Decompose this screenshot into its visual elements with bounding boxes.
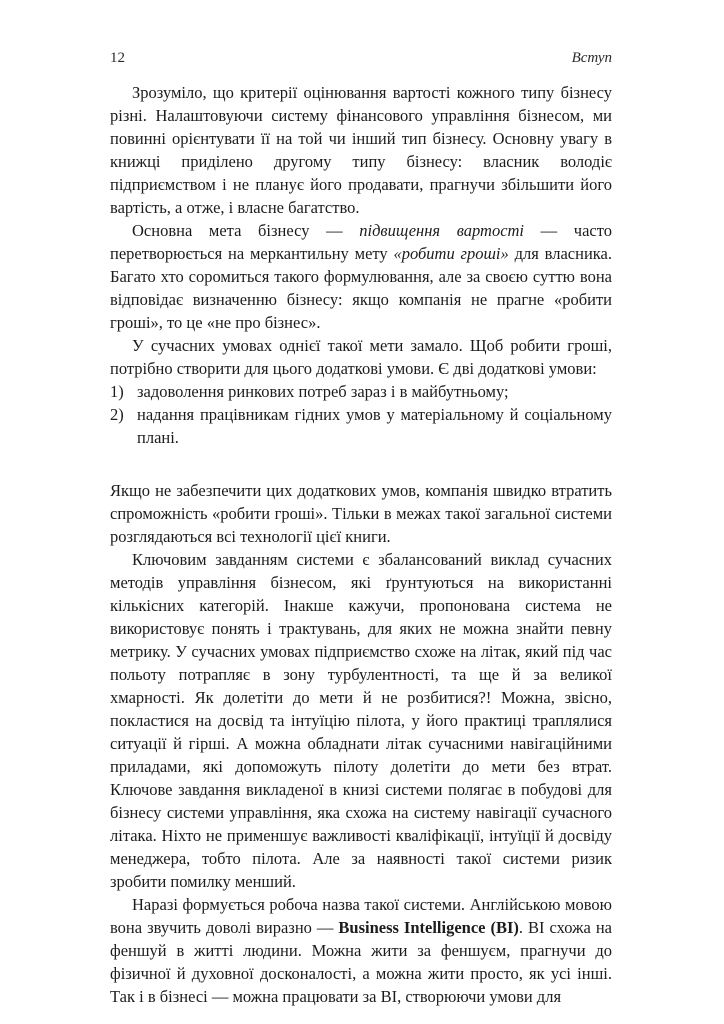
text-run: Наразі формується робоча назва такої системи. Англійською мовою вона звучить доволі виразно —: [110, 895, 612, 937]
text-run: Якщо не забезпечити цих додаткових умов, компанія швидко втратить спроможність «робити гроші». Тільки в межах такої загальної системи розглядаються всі технології цієї книги.: [110, 481, 612, 546]
text-run: — часто перетворюється на меркантильну мету: [110, 221, 612, 263]
paragraph: [110, 81, 612, 219]
paragraph: [110, 548, 612, 893]
list-marker: 1): [110, 382, 124, 401]
text-run: Business Intelligence (BI): [338, 918, 519, 937]
text-run: для власника. Багато хто соромиться такого формулювання, але за своєю суттю вона відповідає визначенню бізнесу: якщо компанія не прагне «робити гроші», то це «не про бізнес».: [110, 244, 612, 332]
text-run: надання працівникам гідних умов у матеріальному й соціальному плані.: [137, 405, 612, 447]
text-run: Зрозуміло, що критерії оцінювання вартості кожного типу бізнесу різні. Налаштовуючи систему фінансового управління бізнесом, ми повинні орієнтувати її на той чи інший тип бізнесу. Основну увагу в книжці приділено другому типу бізнесу: власник володіє підприємством і не планує його продавати, прагнучи збільшити його вартість, а отже, і власне багатство.: [110, 83, 612, 217]
text-run: У сучасних умовах однієї такої мети замало. Щоб робити гроші, потрібно створити для цього додаткові умови. Є дві додаткові умови:: [110, 336, 612, 378]
paragraph: [110, 893, 612, 1008]
paragraph: [110, 219, 612, 334]
text-run: Основна мета бізнесу —: [132, 221, 360, 240]
page-header: [110, 50, 612, 67]
list-marker: 2): [110, 405, 124, 424]
text-run: . BI схожа на феншуй в житті людини. Можна жити за феншуєм, прагнучи до фізичної й духовної досконалості, а можна жити просто, як усі інші. Так і в бізнесі — можна працювати за BI, створюючи умови для: [110, 918, 612, 1006]
page-body: [110, 81, 612, 1008]
chapter-title: Вступ: [571, 50, 612, 66]
list-item: [110, 380, 612, 403]
paragraph: [110, 479, 612, 548]
list-item: [110, 403, 612, 449]
text-run: підвищення вартості: [359, 221, 525, 240]
page-number: 12: [110, 50, 125, 66]
text-run: Ключовим завданням системи є збалансований виклад сучасних методів управління бізнесом, які ґрунтуються на використанні кількісних категорій. Інакше кажучи, пропонована система не використовує понять і трактувань, для яких не можна знайти певну метрику. У сучасних умовах підприємство схоже на літак, який під час польоту потрапляє в зону турбулентності, та ще й за великої хмарності. Як долетіти до мети й не розбитися?! Можна, звісно, покластися на досвід та інтуїцію пілота, у його практиці траплялися ситуації й гірші. А можна обладнати літак сучасними навігаційними приладами, які допоможуть пілоту долетіти до мети без втрат. Ключове завдання викладеної в книзі системи полягає в побудові для бізнесу системи управління, яка схожа на систему навігації сучасного літака. Ніхто не применшує важливості кваліфікації, інтуїції й досвіду менеджера, тобто пілота. Але за наявності такої системи ризик зробити помилку менший.: [110, 550, 612, 891]
paragraph: [110, 334, 612, 380]
text-run: задоволення ринкових потреб зараз і в майбутньому;: [137, 382, 509, 401]
text-run: «робити гроші»: [393, 244, 509, 263]
